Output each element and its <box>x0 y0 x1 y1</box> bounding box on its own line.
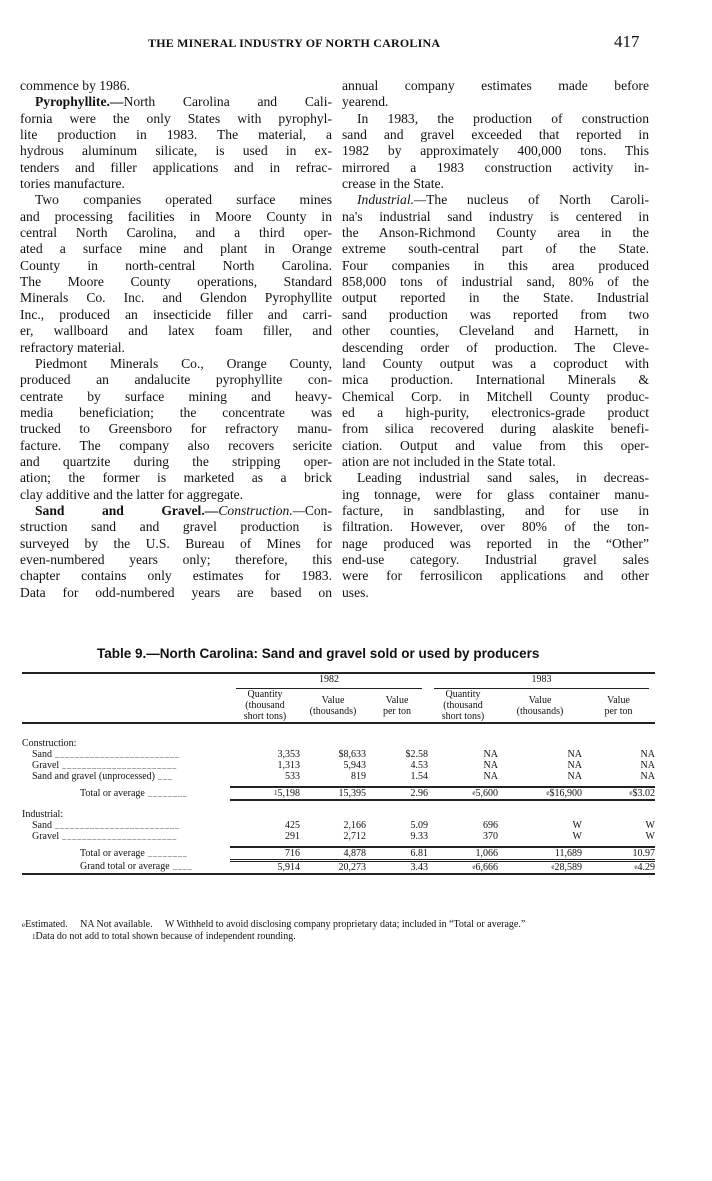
cell-value: 5,198 <box>277 788 300 799</box>
text-line <box>342 323 649 339</box>
text-line <box>342 241 649 257</box>
text-line <box>20 307 332 323</box>
footnote-mark: e <box>22 921 26 929</box>
line-text: tenders and filler applications and in refrac- <box>20 159 332 175</box>
cell-value: $3.02 <box>632 788 655 799</box>
leader-dots: _________________________ <box>52 750 180 759</box>
text-line <box>20 225 332 241</box>
value-cell <box>428 861 498 875</box>
value-cell: 716 <box>285 848 300 859</box>
column-header-line: short tons) <box>441 711 485 722</box>
row-label <box>22 831 230 842</box>
right-text-column <box>342 78 649 601</box>
text-line <box>342 405 649 421</box>
row-label-text: Sand <box>32 749 52 760</box>
line-text: ated a surface mine and plant in Orange <box>20 241 332 257</box>
footnote-rounding: Data do not add to total shown because of independent rounding. <box>35 931 296 942</box>
column-header-line: Value <box>607 694 630 706</box>
footnote-mark: e <box>629 789 633 797</box>
column-header-line: Quantity <box>247 689 283 700</box>
text-line <box>20 568 332 584</box>
text-line <box>342 487 649 503</box>
value-cell: 9.33 <box>410 831 428 842</box>
row-label <box>22 847 230 861</box>
text-line <box>20 111 332 127</box>
line-text: and processing facilities in Moore County in <box>20 208 332 224</box>
text-line <box>20 340 332 356</box>
value-cell: NA <box>640 771 655 782</box>
value-cell: NA <box>483 749 498 760</box>
column-header <box>366 689 428 723</box>
footnote-mark: 1 <box>32 933 36 941</box>
row-label <box>22 771 230 782</box>
line-text: extreme south-central part of the State. <box>342 241 649 257</box>
sand-gravel-table <box>22 672 655 875</box>
line-text: ation are not included in the State total. <box>342 453 556 469</box>
text-line <box>20 487 332 503</box>
text-line <box>342 421 649 437</box>
line-text: mirrored a 1983 construction activity in- <box>342 159 649 175</box>
row-label-text: Gravel <box>32 831 60 842</box>
value-cell: 4,878 <box>343 848 366 859</box>
text-line <box>342 568 649 584</box>
line-text: Inc., produced an insecticide filler and carri- <box>20 306 332 322</box>
value-cell: 425 <box>285 820 300 831</box>
row-label-text: Grand total or average <box>80 861 170 873</box>
row-label <box>22 820 230 831</box>
column-header-line: Quantity <box>445 689 481 700</box>
paragraph <box>342 470 649 601</box>
text-line <box>20 290 332 306</box>
row-label-text: Sand <box>32 820 52 831</box>
value-cell: 2,712 <box>343 831 366 842</box>
value-cell: 1.54 <box>410 771 428 782</box>
value-cell: NA <box>483 771 498 782</box>
value-cell: W <box>572 820 582 831</box>
line-text: The Moore County operations, Standard <box>20 274 332 290</box>
line-text: mica production. International Minerals & <box>342 372 649 388</box>
line-text: Chemical Corp. in Mitchell County produc- <box>342 388 649 404</box>
section-heading: Pyrophyllite.— <box>35 94 124 110</box>
line-text: ing tonnage, were for glass container manu- <box>342 486 649 502</box>
line-text: commence by 1986. <box>20 78 130 93</box>
line-text: 858,000 tons of industrial sand, 80% of the <box>342 274 649 290</box>
footnote-estimated: Estimated. <box>25 919 68 930</box>
paragraph <box>20 356 332 503</box>
text-line <box>342 536 649 552</box>
line-text: produced an andalucite pyrophyllite con- <box>20 372 332 388</box>
text-line <box>20 160 332 176</box>
column-header-line: (thousand <box>443 700 483 711</box>
leader-dots: ____ <box>169 862 193 872</box>
footnote-mark: e <box>472 863 476 871</box>
line-text: tories manufacture. <box>20 176 125 192</box>
line-text: crease in the State. <box>342 176 444 192</box>
text-line <box>342 389 649 405</box>
column-header-line: Value <box>321 694 345 706</box>
text-line <box>20 389 332 405</box>
leader-dots: _______________________ <box>59 832 178 841</box>
text-line <box>20 94 332 110</box>
line-text: output reported in the State. Industrial <box>342 290 649 306</box>
line-text: uses. <box>342 584 369 600</box>
year-label: 1983 <box>434 674 649 689</box>
value-cell <box>498 861 582 875</box>
line-text: filtration. However, over 80% of the ton- <box>342 519 649 535</box>
line-text: clay additive and the latter for aggregate. <box>20 486 244 502</box>
text-line <box>342 585 649 601</box>
running-header: THE MINERAL INDUSTRY OF NORTH CAROLINA <box>148 36 441 50</box>
text-line <box>342 470 649 486</box>
text-line <box>20 552 332 568</box>
line-text: struction sand and gravel production is <box>20 519 332 535</box>
year-header <box>230 673 428 689</box>
column-header-line: (thousand <box>245 700 285 711</box>
table-row <box>22 749 655 760</box>
leader-dots: ________ <box>144 789 188 798</box>
value-cell: 2,166 <box>343 820 366 831</box>
cell-value: 4.29 <box>637 862 655 873</box>
column-header-line: per ton <box>382 705 412 717</box>
line-text: surveyed by the U.S. Bureau of Mines for <box>20 535 332 551</box>
value-cell: 1,066 <box>475 848 498 859</box>
line-text: other counties, Cleveland and Harnett, in <box>342 323 649 339</box>
value-cell: 4.53 <box>410 760 428 771</box>
text-line <box>20 585 332 601</box>
value-cell: W <box>645 820 655 831</box>
paragraph <box>20 94 332 192</box>
value-cell: 696 <box>483 820 498 831</box>
subsection-heading: Industrial.— <box>357 192 427 208</box>
line-text: The nucleus of North Caroli- <box>426 192 649 208</box>
line-text: County in north-central North Carolina. <box>20 257 332 273</box>
footnote-mark: e <box>634 863 638 871</box>
table-row <box>22 831 655 842</box>
footnote-mark: e <box>472 789 476 797</box>
line-text: facture. The company also recovers sericite <box>20 437 332 453</box>
line-text: Leading industrial sand sales, in decreas- <box>357 470 649 486</box>
text-line <box>20 143 332 159</box>
line-text: Piedmont Minerals Co., Orange County, <box>35 355 332 371</box>
value-cell <box>582 787 655 800</box>
value-cell: NA <box>483 760 498 771</box>
row-label-text: Total or average <box>80 848 145 860</box>
text-line <box>20 536 332 552</box>
line-text: Two companies operated surface mines <box>35 192 332 208</box>
line-text: land County output was a coproduct with <box>342 355 649 371</box>
line-text: er, wallboard and latex foam filler, and <box>20 323 332 339</box>
text-line <box>342 111 649 127</box>
text-line <box>20 519 332 535</box>
row-label <box>22 787 230 800</box>
text-line <box>342 454 649 470</box>
total-row <box>22 787 655 800</box>
value-cell: 2.96 <box>410 788 428 799</box>
line-text: ciation. Output and value from this oper- <box>342 437 649 453</box>
text-line <box>20 209 332 225</box>
value-cell: NA <box>567 771 582 782</box>
line-text: Con- <box>304 502 332 518</box>
value-cell: 5.09 <box>410 820 428 831</box>
left-text-column <box>20 78 332 601</box>
section-heading: Industrial: <box>22 809 64 820</box>
paragraph <box>342 78 649 111</box>
value-cell: 3.43 <box>366 861 428 875</box>
section-heading-row <box>22 809 655 820</box>
text-line <box>20 78 332 94</box>
value-cell: NA <box>567 749 582 760</box>
line-text: central North Carolina, and a third oper- <box>20 225 332 241</box>
line-text: ation; the former is marketed as a brick <box>20 470 332 486</box>
rule <box>22 800 655 809</box>
text-line <box>20 258 332 274</box>
text-line <box>342 290 649 306</box>
text-line <box>342 209 649 225</box>
column-header <box>498 689 582 723</box>
leader-dots: ___ <box>155 772 174 781</box>
text-line <box>20 356 332 372</box>
text-line <box>342 519 649 535</box>
column-header <box>428 689 498 723</box>
line-text: lite production in 1983. The material, a <box>20 127 332 143</box>
value-cell: NA <box>640 760 655 771</box>
blank-cell <box>22 673 230 689</box>
line-text: from silica recovered during alaskite benefi- <box>342 421 649 437</box>
column-header-line: per ton <box>604 705 633 717</box>
text-line <box>342 340 649 356</box>
column-header-line: (thousands) <box>516 705 564 717</box>
footnote-mark: e <box>546 789 550 797</box>
column-header <box>582 689 655 723</box>
paragraph <box>20 503 332 601</box>
column-header-line: Value <box>528 694 552 706</box>
cell-value: $16,900 <box>549 788 582 799</box>
line-text: sand production was reported from two <box>342 306 649 322</box>
row-label <box>22 861 230 875</box>
row-label-text: Sand and gravel (unprocessed) <box>32 771 156 782</box>
line-text: end-use category. Industrial gravel sales <box>342 551 649 567</box>
column-header <box>300 689 366 723</box>
text-line <box>342 225 649 241</box>
line-text: centrate by surface mining and heavy- <box>20 388 332 404</box>
value-cell: $8,633 <box>338 749 366 760</box>
line-text: hydrous aluminum silicate, is used in ex- <box>20 143 332 159</box>
rule <box>22 874 655 875</box>
value-cell: 20,273 <box>300 861 366 875</box>
line-text: Four companies in this area produced <box>342 257 649 273</box>
table-row <box>22 760 655 771</box>
table-row <box>22 820 655 831</box>
text-line <box>20 241 332 257</box>
page-number: 417 <box>614 32 640 51</box>
value-cell: W <box>572 831 582 842</box>
value-cell: W <box>645 831 655 842</box>
value-cell: 5,943 <box>343 760 366 771</box>
grand-total-row <box>22 861 655 875</box>
text-line <box>342 552 649 568</box>
text-line <box>342 372 649 388</box>
text-line <box>342 258 649 274</box>
line-text: sand and gravel exceeded that reported in <box>342 127 649 143</box>
row-label <box>22 760 230 771</box>
line-text: North Carolina and Cali- <box>123 94 332 110</box>
line-text: and quartzite during the stripping oper- <box>20 453 332 469</box>
column-header-line: (thousands) <box>309 705 357 717</box>
value-cell: $2.58 <box>405 749 428 760</box>
text-line <box>342 307 649 323</box>
value-cell: 5,914 <box>230 861 300 875</box>
rule <box>22 723 655 732</box>
year-label: 1982 <box>236 674 422 689</box>
text-line <box>20 470 332 486</box>
text-line <box>20 421 332 437</box>
line-text: were for ferrosilicon applications and other <box>342 568 649 584</box>
text-line <box>20 274 332 290</box>
value-cell: NA <box>640 749 655 760</box>
leader-dots: _______________________ <box>59 761 178 770</box>
value-cell: 10.97 <box>632 848 655 859</box>
row-label-text: Total or average <box>80 788 145 799</box>
row-label-text: Gravel <box>32 760 60 771</box>
value-cell <box>230 787 300 800</box>
value-cell: 6.81 <box>410 848 428 859</box>
column-header <box>230 689 300 723</box>
section-heading-row <box>22 732 655 749</box>
value-cell: 291 <box>285 831 300 842</box>
text-line <box>342 160 649 176</box>
paragraph <box>342 192 649 470</box>
cell-value: 28,589 <box>554 862 582 873</box>
text-line <box>20 405 332 421</box>
text-line <box>342 274 649 290</box>
line-text: Minerals Co. Inc. and Glendon Pyrophyllite <box>20 290 332 306</box>
text-line <box>342 192 649 208</box>
line-text: Data for odd-numbered years are based on <box>20 584 332 600</box>
line-text: chapter contains only estimates for 1983. <box>20 568 332 584</box>
line-text: facture, in sandblasting, and for use in <box>342 502 649 518</box>
value-cell: 15,395 <box>338 788 366 799</box>
year-header-row <box>22 673 655 689</box>
text-line <box>342 78 649 94</box>
total-row <box>22 847 655 861</box>
row-label <box>22 749 230 760</box>
text-line <box>20 192 332 208</box>
line-text: nage produced was reported in the “Other” <box>342 535 649 551</box>
text-line <box>342 127 649 143</box>
table-title: Table 9.—North Carolina: Sand and gravel sold or used by producers <box>97 646 540 661</box>
blank-cell <box>22 689 230 723</box>
line-text: yearend. <box>342 94 389 110</box>
value-cell: 3,353 <box>277 749 300 760</box>
line-text: annual company estimates made before <box>342 78 649 93</box>
footnote-mark: 1 <box>274 789 278 797</box>
line-text: In 1983, the production of construction <box>357 110 649 126</box>
line-text: the Anson-Richmond County area in the <box>342 225 649 241</box>
text-line <box>342 94 649 110</box>
text-line <box>20 323 332 339</box>
line-text: fornia were the only States with pyrophyl- <box>20 110 332 126</box>
text-line <box>342 176 649 192</box>
text-line <box>342 356 649 372</box>
text-line <box>20 438 332 454</box>
value-cell <box>498 787 582 800</box>
paragraph <box>342 111 649 193</box>
footnote-w: W Withheld to avoid disclosing company proprietary data; included in “Total or average.” <box>164 919 526 930</box>
section-heading: Sand and Gravel.— <box>35 502 219 518</box>
footnote-na: NA Not available. <box>80 919 153 930</box>
table-row <box>22 771 655 782</box>
line-text: na's industrial sand industry is centered in <box>342 208 649 224</box>
footnote-mark: e <box>551 863 555 871</box>
value-cell: 1,313 <box>277 760 300 771</box>
value-cell <box>582 861 655 875</box>
value-cell: 533 <box>285 771 300 782</box>
text-line <box>342 503 649 519</box>
text-line <box>20 503 332 519</box>
column-header-line: Value <box>385 694 409 706</box>
cell-value: 6,666 <box>475 862 498 873</box>
line-text: descending order of production. The Cleve- <box>342 339 649 355</box>
line-text: refractory material. <box>20 339 125 355</box>
text-line <box>20 454 332 470</box>
value-cell: NA <box>567 760 582 771</box>
year-header <box>428 673 655 689</box>
text-line <box>342 438 649 454</box>
line-text: media beneficiation; the concentrate was <box>20 404 332 420</box>
column-header-line: short tons) <box>243 711 287 722</box>
paragraph <box>20 78 332 94</box>
value-cell: 819 <box>351 771 366 782</box>
value-cell: 370 <box>483 831 498 842</box>
subsection-heading: Construction.— <box>218 502 305 518</box>
text-line <box>342 143 649 159</box>
line-text: even-numbered years only; therefore, this <box>20 551 332 567</box>
column-header-row <box>22 689 655 723</box>
leader-dots: _________________________ <box>52 821 180 830</box>
text-line <box>20 127 332 143</box>
line-text: trucked to Greensboro for refractory manu- <box>20 421 332 437</box>
table-footnotes <box>22 919 662 943</box>
line-text: 1982 by approximately 400,000 tons. This <box>342 143 649 159</box>
value-cell: 11,689 <box>554 848 582 859</box>
section-heading: Construction: <box>22 738 77 749</box>
leader-dots: ________ <box>144 849 188 859</box>
paragraph <box>20 192 332 355</box>
value-cell <box>428 787 498 800</box>
line-text: ed a high-purity, electronics-grade product <box>342 404 649 420</box>
cell-value: 5,600 <box>475 788 498 799</box>
text-line <box>20 176 332 192</box>
text-line <box>20 372 332 388</box>
